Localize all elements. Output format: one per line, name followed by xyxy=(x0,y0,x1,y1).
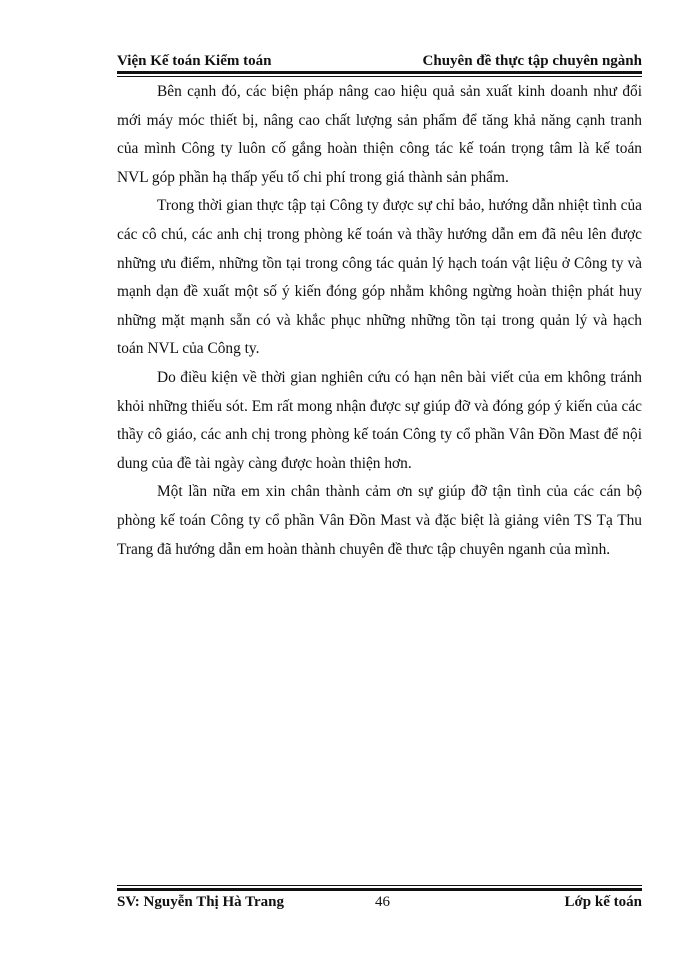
paragraph: Bên cạnh đó, các biện pháp nâng cao hiệu quả sản xuất kinh doanh như đổi mới máy móc thiết bị, nâng cao chất lượng sản phẩm để tăng khả năng cạnh tranh của mình Công ty luôn cố gắng hoàn thiện công tác kế toán trọng tâm là kế toán NVL góp phần hạ thấp yếu tố chi phí trong giá thành sản phẩm. xyxy=(117,83,642,186)
page-number: 46 xyxy=(375,894,390,910)
page-footer xyxy=(117,894,642,916)
header-report-title: Chuyên đề thực tập chuyên ngành xyxy=(422,53,642,69)
footer-rule-thick xyxy=(117,888,642,891)
paragraph: Trong thời gian thực tập tại Công ty được sự chỉ bảo, hướng dẫn nhiệt tình của các cô chú, các anh chị trong phòng kế toán và thầy hướng dẫn em đã nêu lên được những ưu điểm, những tồn tại trong công tác quản lý hạch toán vật liệu ở Công ty và mạnh dạn đề xuất một số ý kiến đóng góp nhằm không ngừng hoàn thiện phát huy những mặt mạnh sẵn có và khắc phục những những tồn tại trong quản lý và hạch toán NVL của Công ty. xyxy=(117,197,642,358)
footer-student-name: SV: Nguyễn Thị Hà Trang xyxy=(117,894,284,910)
footer-class: Lớp kế toán xyxy=(564,894,642,910)
page-header xyxy=(117,48,642,70)
paragraph: Một lần nữa em xin chân thành cảm ơn sự giúp đỡ tận tình của các cán bộ phòng kế toán Công ty cổ phần Vân Đồn Mast và đặc biệt là giảng viên TS Tạ Thu Trang đã hướng dẫn em hoàn thành chuyên đề thưc tập chuyên nganh của mình. xyxy=(117,483,642,558)
paragraph: Do điều kiện về thời gian nghiên cứu có hạn nên bài viết của em không tránh khỏi những thiếu sót. Em rất mong nhận được sự giúp đỡ và đóng góp ý kiến của các thầy cô giáo, các anh chị trong phòng kế toán Công ty cổ phần Vân Đồn Mast để nội dung của đề tài ngày càng được hoàn thiện hơn. xyxy=(117,368,642,472)
header-rule-thick xyxy=(117,71,642,74)
header-institute: Viện Kế toán Kiểm toán xyxy=(117,53,272,69)
header-rule-thin xyxy=(117,76,642,77)
footer-rule-thin xyxy=(117,885,642,886)
body-text xyxy=(117,78,642,564)
